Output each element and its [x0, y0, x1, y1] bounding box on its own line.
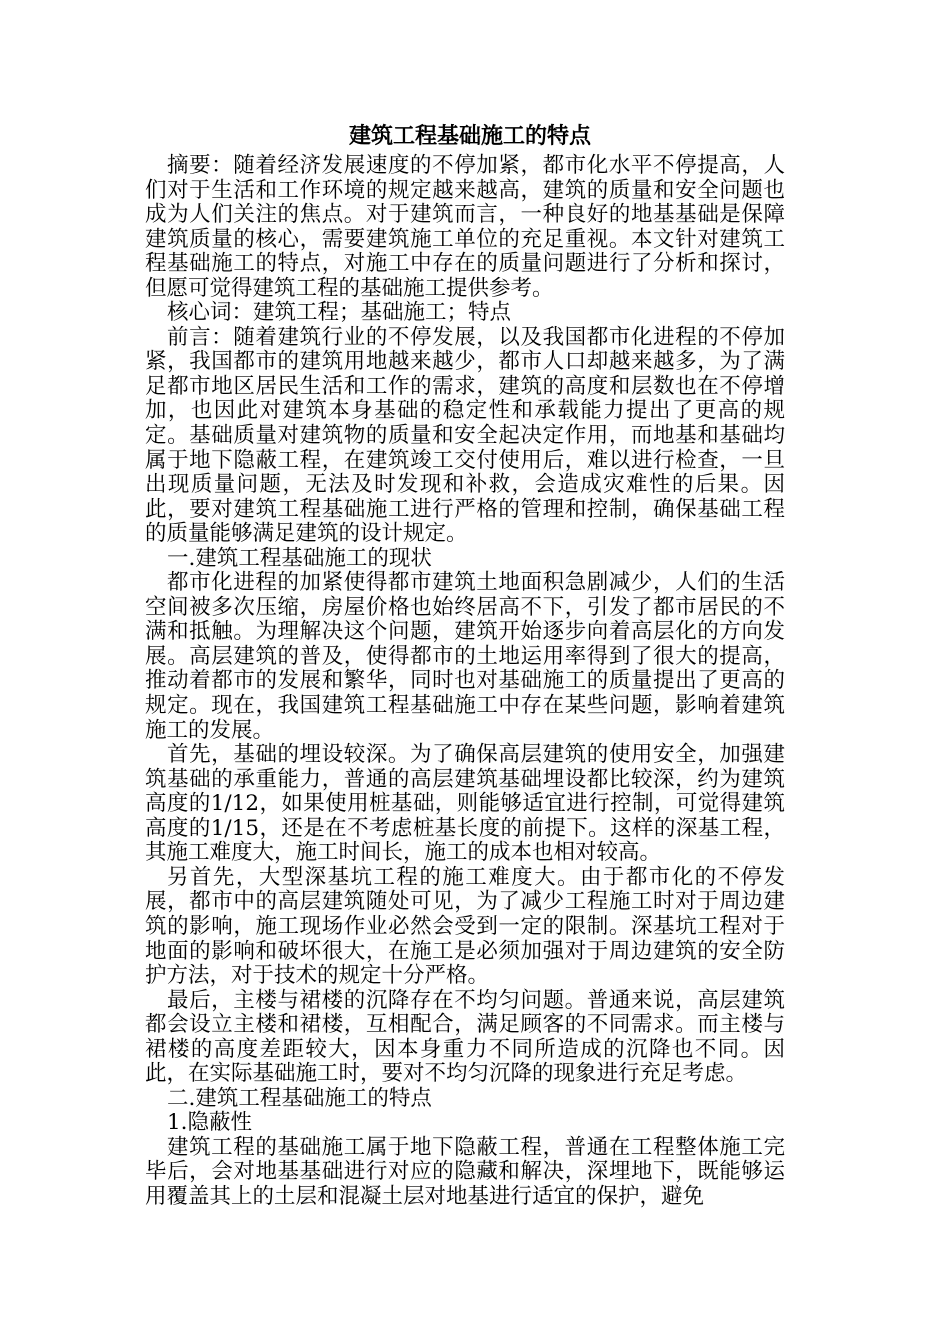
section-heading-2: 二.建筑工程基础施工的特点 [167, 1085, 432, 1111]
body-paragraph: 建筑工程的基础施工属于地下隐蔽工程，普通在工程整体施工完毕后，会对地基基础进行对应的隐藏和解决，深埋地下，既能够运用覆盖其上的土层和混凝土层对地基进行适宜的保护，避免 [145, 1134, 785, 1209]
keywords-paragraph: 核心词：建筑工程；基础施工；特点 [167, 300, 512, 326]
section-heading-1: 一.建筑工程基础施工的现状 [167, 545, 432, 571]
body-paragraph: 最后，主楼与裙楼的沉降存在不均匀问题。普通来说，高层建筑都会设立主楼和裙楼，互相配合，满足顾客的不同需求。而主楼与裙楼的高度差距较大，因本身重力不同所造成的沉降也不同。因此，在实际基础施工时，要对不均匀沉降的现象进行充足考虑。 [145, 987, 785, 1087]
body-paragraph: 都市化进程的加紧使得都市建筑土地面积急剧减少，人们的生活空间被多次压缩，房屋价格也始终居高不下，引发了都市居民的不满和抵触。为理解决这个问题，建筑开始逐步向着高层化的方向发展。高层建筑的普及，使得都市的土地运用率得到了很大的提高，推动着都市的发展和繁华，同时也对基础施工的质量提出了更高的规定。现在，我国建筑工程基础施工中存在某些问题，影响着建筑施工的发展。 [145, 570, 785, 743]
body-paragraph: 另首先，大型深基坑工程的施工难度大。由于都市化的不停发展，都市中的高层建筑随处可见，为了减少工程施工时对于周边建筑的影响，施工现场作业必然会受到一定的限制。深基坑工程对于地面的影响和破坏很大，在施工是必须加强对于周边建筑的安全防护方法，对于技术的规定十分严格。 [145, 864, 785, 989]
document-page [145, 118, 785, 1210]
abstract-paragraph: 摘要：随着经济发展速度的不停加紧，都市化水平不停提高，人们对于生活和工作环境的规定越来越高，建筑的质量和安全问题也成为人们关注的焦点。对于建筑而言，一种良好的地基基础是保障建筑质量的核心，需要建筑施工单位的充足重视。本文针对建筑工程基础施工的特点，对施工中存在的质量问题进行了分析和探讨，但愿可觉得建筑工程的基础施工提供参考。 [145, 153, 785, 301]
preface-paragraph: 前言：随着建筑行业的不停发展，以及我国都市化进程的不停加紧，我国都市的建筑用地越来越少，都市人口却越来越多，为了满足都市地区居民生活和工作的需求，建筑的高度和层数也在不停增加，也因此对建筑本身基础的稳定性和承载能力提出了更高的规定。基础质量对建筑物的质量和安全起决定作用，而地基和基础均属于地下隐蔽工程，在建筑竣工交付使用后，难以进行检查，一旦出现质量问题，无法及时发现和补救，会造成灾难性的后果。因此，要对建筑工程基础施工进行严格的管理和控制，确保基础工程的质量能够满足建筑的设计规定。 [145, 324, 785, 547]
body-paragraph: 首先，基础的埋设较深。为了确保高层建筑的使用安全，加强建筑基础的承重能力，普通的高层建筑基础埋设都比较深，约为建筑高度的1/12，如果使用桩基础，则能够适宜进行控制，可觉得建筑高度的1/15，还是在不考虑桩基长度的前提下。这样的深基工程，其施工难度大，施工时间长，施工的成本也相对较高。 [145, 742, 785, 866]
subsection-heading: 1.隐蔽性 [167, 1110, 253, 1136]
document-title: 建筑工程基础施工的特点 [348, 123, 591, 149]
